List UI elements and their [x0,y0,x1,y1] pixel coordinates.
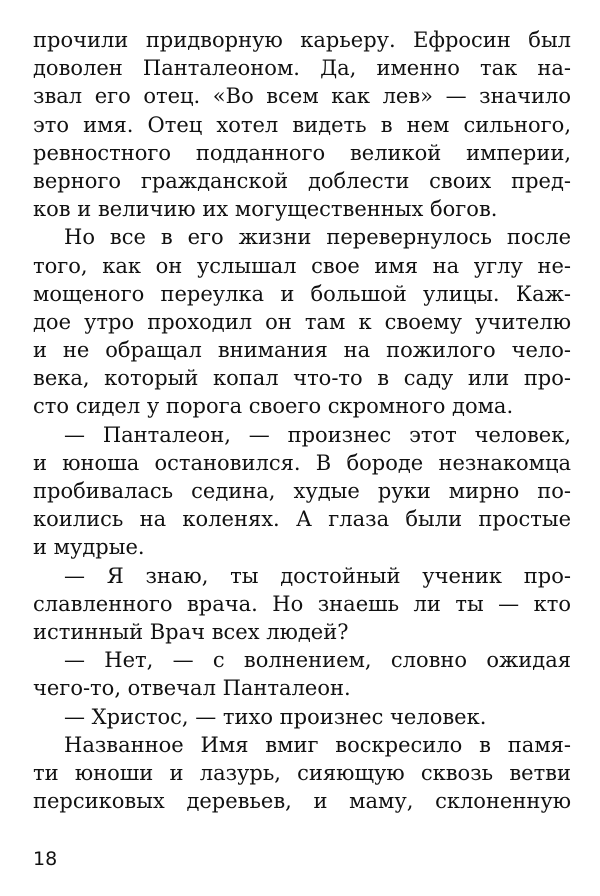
text-line: персиковых деревьев, и маму, склоненную [33,789,571,814]
text-line: — Панталеон, — произнес этот человек, [64,422,571,447]
text-line: Но все в его жизни перевернулось после [64,225,571,250]
text-line: того, как он услышал свое имя на углу не- [33,253,571,278]
text-line: славленного врача. Но знаешь ли ты — кто [33,591,571,616]
page-number: 18 [33,848,58,870]
text-line: сто сидел у порога своего скромного дома. [33,394,514,419]
text-line: ревностного подданного великой империи, [33,140,571,165]
text-line: Названное Имя вмиг воскресило в памя- [64,732,571,757]
text-line: ти юноши и лазурь, сияющую сквозь ветви [33,760,571,785]
text-line: и не обращал внимания на пожилого чело- [33,338,571,363]
text-line: чего-то, отвечал Панталеон. [33,676,351,701]
text-line: — Нет, — с волнением, словно ожидая [64,648,571,673]
text-line: — Я знаю, ты достойный ученик про- [64,563,571,588]
text-line: дое утро проходил он там к своему учителю [33,309,571,334]
text-line: истинный Врач всех людей? [33,619,349,644]
text-line: — Христос, — тихо произнес человек. [64,704,487,729]
text-line: это имя. Отец хотел видеть в нем сильного, [33,112,571,137]
text-line: и юноша остановился. В бороде незнакомца [33,450,571,475]
text-line: звал его отец. «Во всем как лев» — значило [33,84,571,109]
text-line: доволен Панталеоном. Да, именно так на- [33,56,571,81]
text-line: мощеного переулка и большой улицы. Каж- [33,281,571,306]
text-line: верного гражданской доблести своих пред- [33,168,571,193]
body-text [33,26,571,815]
text-line: и мудрые. [33,535,145,560]
text-line: прочили придворную карьеру. Ефросин был [33,28,571,52]
text-line: века, который копал что-то в саду или про- [33,366,571,391]
text-line: пробивалась седина, худые руки мирно по- [33,479,571,503]
text-line: ков и величию их могущественных богов. [33,197,498,222]
text-line: коились на коленях. А глаза были простые [33,507,571,532]
